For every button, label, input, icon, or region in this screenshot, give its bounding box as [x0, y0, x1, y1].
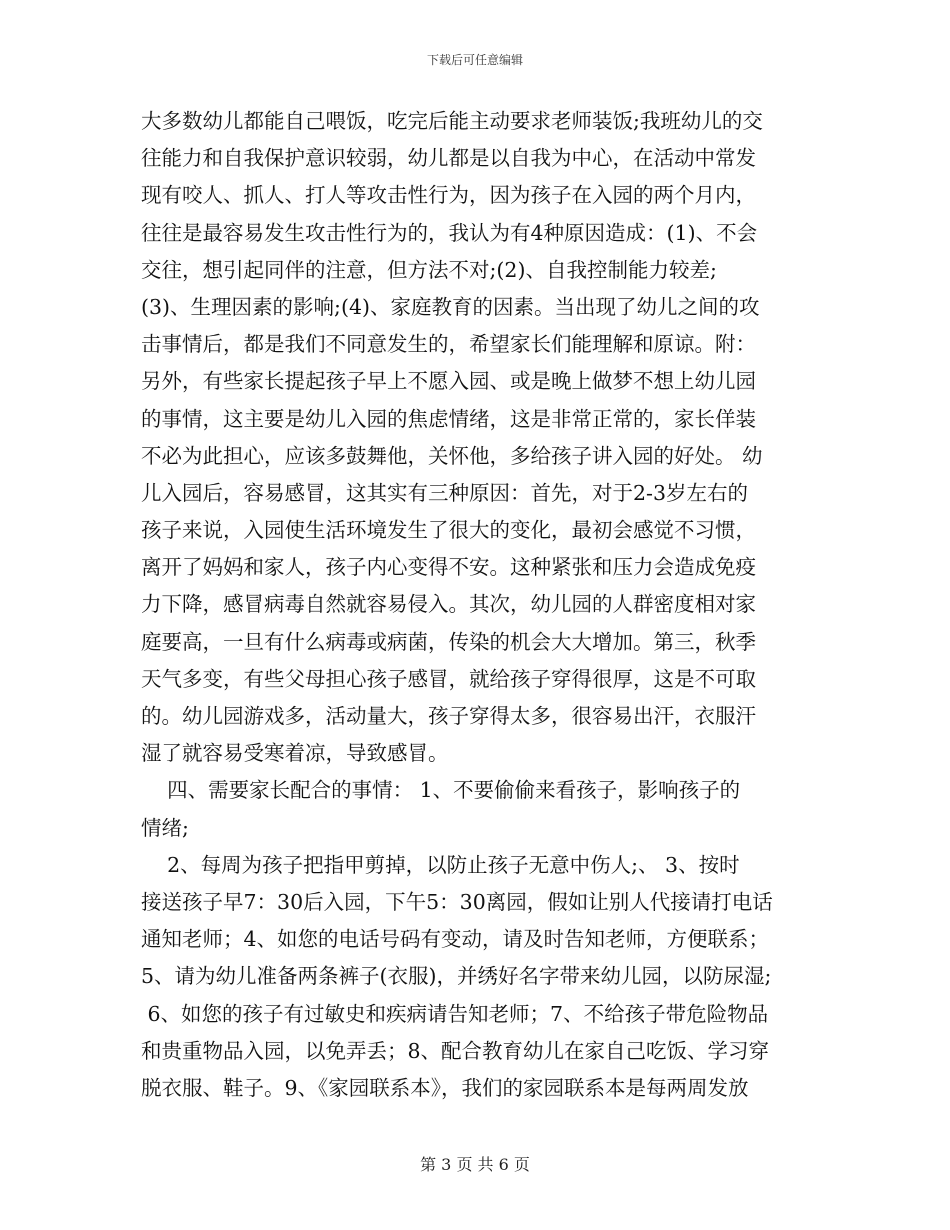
text-line: 和贵重物品入园，以免弄丢；8、配合教育幼儿在家自己吃饭、学习穿	[141, 1038, 770, 1063]
text-line: 情绪;	[141, 815, 189, 840]
text-line: 现有咬人、抓人、打人等攻击性行为，因为孩子在入园的两个月内，	[141, 183, 756, 208]
text-line: 交往，想引起同伴的注意，但方法不对;(2)、自我控制能力较差;	[141, 257, 717, 282]
text-line: 的。幼儿园游戏多，活动量大，孩子穿得太多，很容易出汗，衣服汗	[141, 704, 756, 728]
document-body	[141, 103, 813, 1107]
text-line: 往往是最容易发生攻击性行为的，我认为有4种原因造成：(1)、不会	[141, 220, 758, 245]
text-line: 通知老师；4、如您的电话号码有变动，请及时告知老师，方便联系；	[141, 927, 770, 952]
text-line: 儿入园后，容易感冒，这其实有三种原因：首先，对于2-3岁左右的	[141, 480, 749, 505]
text-line: 击事情后，都是我们不同意发生的，希望家长们能理解和原谅。附：	[141, 332, 756, 357]
text-line: 的事情，这主要是幼儿入园的焦虑情绪，这是非常正常的，家长佯装	[141, 406, 756, 431]
page-number-footer: 第 3 页 共 6 页	[420, 1155, 530, 1174]
text-line: 庭要高，一旦有什么病毒或病菌，传染的机会大大增加。第三，秋季	[141, 629, 756, 654]
text-line: 离开了妈妈和家人，孩子内心变得不安。这种紧张和压力会造成免疫	[141, 555, 756, 580]
text-line: 湿了就容易受寒着凉，导致感冒。	[141, 741, 449, 766]
text-line: 2、每周为孩子把指甲剪掉，以防止孩子无意中伤人;、 3、按时	[141, 852, 740, 877]
text-line: 力下降，感冒病毒自然就容易侵入。其次，幼儿园的人群密度相对家	[141, 592, 756, 617]
text-line: 大多数幼儿都能自己喂饭，吃完后能主动要求老师装饭;我班幼儿的交	[141, 109, 763, 133]
text-line: 6、如您的孩子有过敏史和疾病请告知老师；7、不给孩子带危险物品	[141, 1001, 769, 1026]
text-line: 不必为此担心，应该多鼓舞他，关怀他，多给孩子讲入园的好处。 幼	[141, 443, 763, 468]
page-header: 下载后可任意编辑	[426, 53, 523, 67]
text-line: 四、需要家长配合的事情： 1、不要偷偷来看孩子，影响孩子的	[141, 778, 741, 803]
text-line: 脱衣服、鞋子。9、《家园联系本》，我们的家园联系本是每两周发放	[141, 1075, 749, 1100]
text-line: 孩子来说，入园使生活环境发生了很大的变化，最初会感觉不习惯，	[141, 518, 756, 543]
text-line: 另外，有些家长提起孩子早上不愿入园、或是晚上做梦不想上幼儿园	[141, 369, 756, 394]
text-line: 5、请为幼儿准备两条裤子(衣服)，并绣好名字带来幼儿园，以防尿湿;	[141, 964, 772, 989]
text-line: (3)、生理因素的影响;(4)、家庭教育的因素。当出现了幼儿之间的攻	[141, 294, 760, 319]
text-line: 接送孩子早7：30后入园，下午5：30离园，假如让别人代接请打电话	[141, 889, 773, 914]
text-line: 往能力和自我保护意识较弱，幼儿都是以自我为中心，在活动中常发	[141, 146, 756, 171]
text-line: 天气多变，有些父母担心孩子感冒，就给孩子穿得很厚，这是不可取	[141, 666, 756, 691]
